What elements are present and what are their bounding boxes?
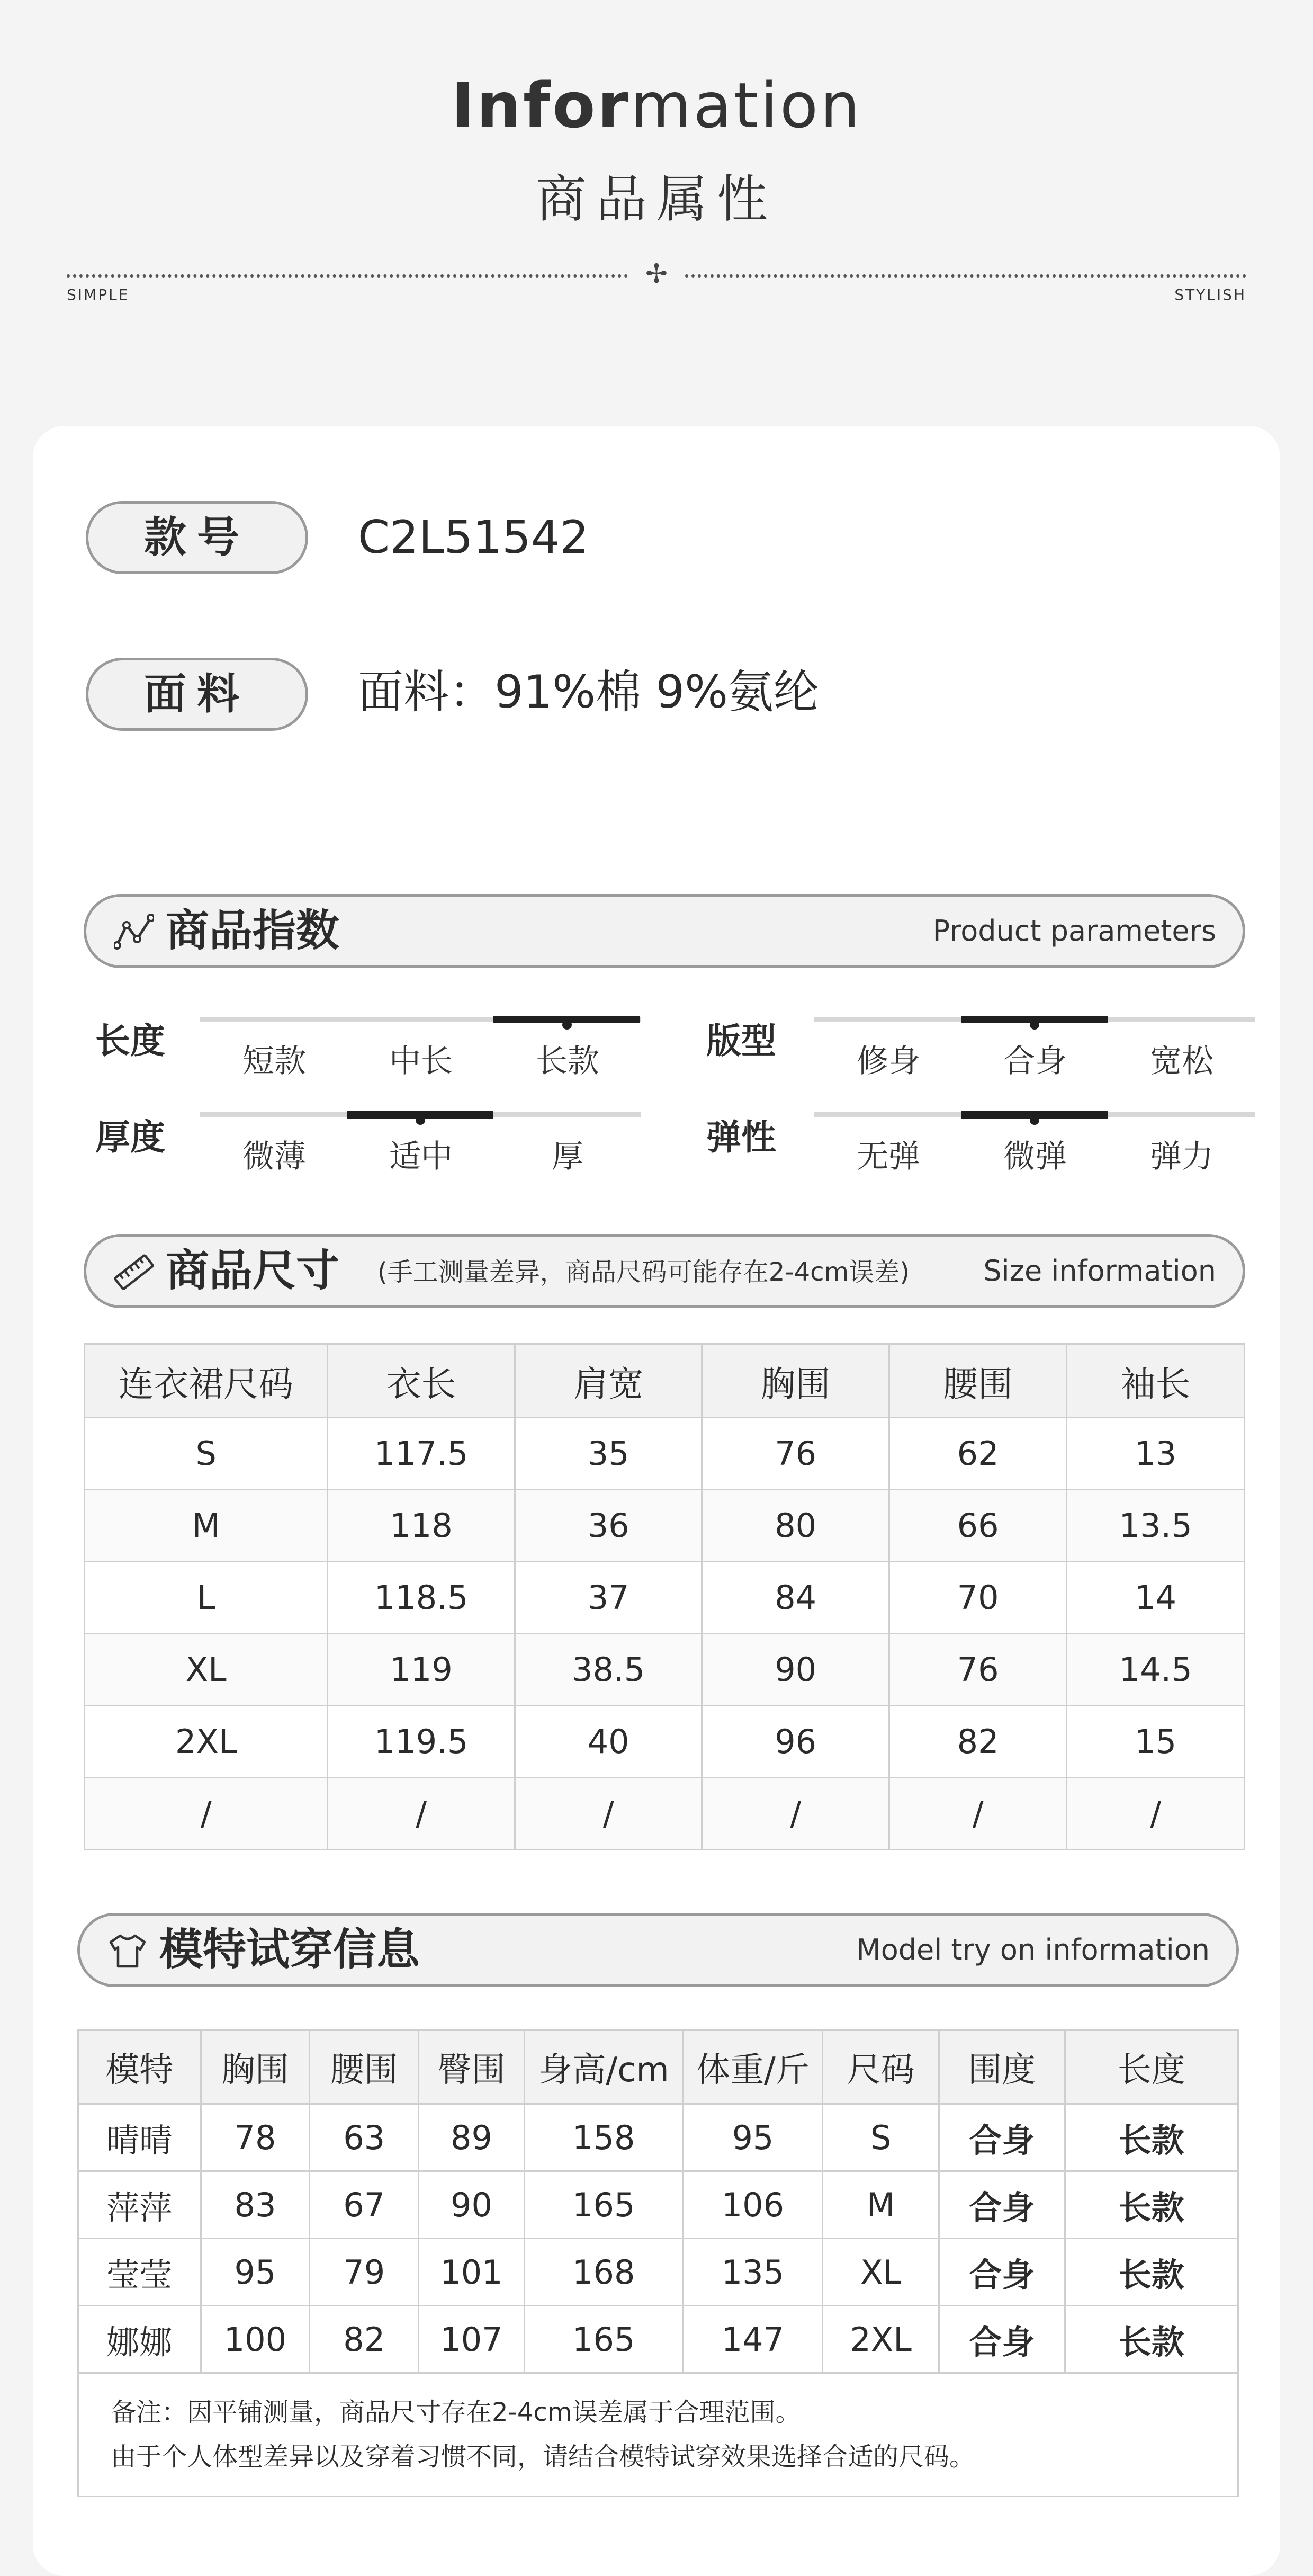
model-cell: 90: [419, 2171, 525, 2239]
header-divider-left: [67, 274, 628, 278]
size-cell: 119: [328, 1634, 515, 1706]
size-cell: 96: [702, 1706, 889, 1778]
size-table: [84, 1343, 1245, 1850]
model-cell: 79: [310, 2239, 419, 2306]
size-cell: /: [889, 1778, 1066, 1850]
model-cell: XL: [823, 2239, 939, 2306]
product-index-title: 商品指数: [166, 906, 340, 956]
model-column-header: 长度: [1065, 2031, 1238, 2104]
product-index-subtitle: Product parameters: [932, 914, 1216, 947]
size-cell: /: [85, 1778, 328, 1850]
ruler-icon: [114, 1254, 154, 1291]
model-column-header: 体重/斤: [683, 2031, 823, 2104]
size-column-header: 胸围: [702, 1344, 889, 1418]
size-cell: 13.5: [1067, 1490, 1245, 1562]
index-option: 无弹: [857, 1138, 920, 1175]
model-cell: 合身: [939, 2171, 1065, 2239]
model-cell: 95: [683, 2104, 823, 2171]
model-cell: 长款: [1065, 2239, 1238, 2306]
size-cell: 76: [889, 1634, 1066, 1706]
model-cell: 82: [310, 2306, 419, 2373]
trend-line-icon: [114, 914, 154, 951]
size-cell: 14.5: [1067, 1634, 1245, 1706]
fabric-value: 面料：91%棉 9%氨纶: [358, 666, 819, 719]
model-cell: 63: [310, 2104, 419, 2171]
model-table-header: [78, 2031, 1238, 2104]
index-track: [814, 1112, 1255, 1117]
size-column-header: 连衣裙尺码: [85, 1344, 328, 1418]
size-column-header: 袖长: [1067, 1344, 1245, 1418]
size-cell: 40: [515, 1706, 702, 1778]
model-cell: 67: [310, 2171, 419, 2239]
table-row: [78, 2104, 1238, 2171]
size-cell: 35: [515, 1418, 702, 1490]
index-track: [200, 1112, 641, 1117]
size-cell: 37: [515, 1562, 702, 1634]
model-cell: 158: [524, 2104, 683, 2171]
model-column-header: 围度: [939, 2031, 1065, 2104]
model-cell: 107: [419, 2306, 525, 2373]
size-cell: 76: [702, 1418, 889, 1490]
size-cell: 62: [889, 1418, 1066, 1490]
index-selected-dot: [1030, 1020, 1039, 1030]
model-column-header: 身高/cm: [524, 2031, 683, 2104]
model-column-header: 模特: [78, 2031, 201, 2104]
product-index-header: [84, 894, 1245, 968]
index-selected-dot: [416, 1115, 425, 1125]
index-option: 厚: [552, 1138, 583, 1175]
model-cell: 95: [201, 2239, 310, 2306]
model-cell: 147: [683, 2306, 823, 2373]
style-number-value: C2L51542: [358, 511, 589, 564]
page-subtitle: 商品属性: [536, 169, 777, 229]
diamond-ornament-icon: ✢: [645, 258, 668, 289]
size-cell: 70: [889, 1562, 1066, 1634]
tshirt-icon: [107, 1933, 148, 1970]
header-left-tag: SIMPLE: [67, 286, 130, 303]
model-cell: 晴晴: [78, 2104, 201, 2171]
size-cell: L: [85, 1562, 328, 1634]
index-track: [814, 1017, 1255, 1022]
fabric-label: 面料: [86, 658, 308, 731]
size-cell: 38.5: [515, 1634, 702, 1706]
model-cell: 89: [419, 2104, 525, 2171]
size-column-header: 衣长: [328, 1344, 515, 1418]
size-cell: 66: [889, 1490, 1066, 1562]
model-column-header: 胸围: [201, 2031, 310, 2104]
title-light-part: mation: [630, 69, 862, 142]
title-bold-part: Infor: [451, 69, 631, 142]
size-cell: 118.5: [328, 1562, 515, 1634]
table-row: [85, 1418, 1245, 1490]
table-row: [85, 1634, 1245, 1706]
size-cell: XL: [85, 1634, 328, 1706]
model-cell: 168: [524, 2239, 683, 2306]
model-cell: 长款: [1065, 2306, 1238, 2373]
size-cell: 2XL: [85, 1706, 328, 1778]
model-cell: 100: [201, 2306, 310, 2373]
model-cell: M: [823, 2171, 939, 2239]
index-label: 长度: [95, 1021, 165, 1061]
model-cell: 135: [683, 2239, 823, 2306]
model-column-header: 尺码: [823, 2031, 939, 2104]
model-cell: 83: [201, 2171, 310, 2239]
index-option: 长款: [536, 1043, 599, 1080]
model-cell: 2XL: [823, 2306, 939, 2373]
model-cell: 106: [683, 2171, 823, 2239]
size-cell: 36: [515, 1490, 702, 1562]
index-option: 弹力: [1150, 1138, 1213, 1175]
size-cell: M: [85, 1490, 328, 1562]
index-option: 合身: [1003, 1043, 1067, 1080]
style-number-label: 款号: [86, 501, 308, 574]
size-cell: 13: [1067, 1418, 1245, 1490]
model-table: [77, 2029, 1239, 2497]
model-cell: 合身: [939, 2239, 1065, 2306]
size-info-title: 商品尺寸: [166, 1246, 340, 1296]
index-selected-dot: [562, 1020, 572, 1030]
model-cell: 165: [524, 2306, 683, 2373]
size-cell: 118: [328, 1490, 515, 1562]
model-info-header: [77, 1913, 1239, 1987]
model-cell: 101: [419, 2239, 525, 2306]
index-option: 适中: [389, 1138, 453, 1175]
index-label: 弹性: [706, 1117, 776, 1158]
index-label: 厚度: [95, 1117, 165, 1158]
size-cell: 90: [702, 1634, 889, 1706]
model-cell: 78: [201, 2104, 310, 2171]
model-cell: 莹莹: [78, 2239, 201, 2306]
table-row: [78, 2239, 1238, 2306]
index-option: 宽松: [1150, 1043, 1213, 1080]
index-selected-dot: [1030, 1115, 1039, 1125]
size-cell: 14: [1067, 1562, 1245, 1634]
size-table-header: [85, 1344, 1245, 1418]
size-cell: 119.5: [328, 1706, 515, 1778]
remark-line: 由于个人体型差异以及穿着习惯不同，请结合模特试穿效果选择合适的尺码。: [111, 2442, 975, 2472]
remark-line: 备注：因平铺测量，商品尺寸存在2-4cm误差属于合理范围。: [111, 2398, 801, 2427]
model-cell: 长款: [1065, 2171, 1238, 2239]
model-column-header: 腰围: [310, 2031, 419, 2104]
model-column-header: 臀围: [419, 2031, 525, 2104]
size-cell: /: [515, 1778, 702, 1850]
size-cell: 82: [889, 1706, 1066, 1778]
model-cell: 合身: [939, 2104, 1065, 2171]
index-option: 修身: [857, 1043, 920, 1080]
model-info-subtitle: Model try on information: [856, 1933, 1210, 1966]
index-label: 版型: [706, 1021, 776, 1061]
header-right-tag: STYLISH: [1174, 286, 1246, 303]
model-info-title: 模特试穿信息: [159, 1925, 420, 1975]
size-info-note: (手工测量差异，商品尺码可能存在2-4cm误差): [377, 1257, 910, 1287]
table-row: [85, 1562, 1245, 1634]
size-info-subtitle: Size information: [983, 1254, 1216, 1287]
model-cell: 萍萍: [78, 2171, 201, 2239]
index-option: 短款: [242, 1043, 306, 1080]
model-cell: 165: [524, 2171, 683, 2239]
table-row: [78, 2171, 1238, 2239]
model-cell: S: [823, 2104, 939, 2171]
size-cell: S: [85, 1418, 328, 1490]
size-cell: /: [328, 1778, 515, 1850]
size-cell: /: [702, 1778, 889, 1850]
size-column-header: 腰围: [889, 1344, 1066, 1418]
size-cell: 117.5: [328, 1418, 515, 1490]
index-option: 微薄: [242, 1138, 306, 1175]
size-cell: /: [1067, 1778, 1245, 1850]
table-row: [85, 1778, 1245, 1850]
remark-cell: [78, 2373, 1238, 2497]
header-divider-right: [685, 274, 1246, 278]
index-track: [200, 1017, 641, 1022]
size-cell: 80: [702, 1490, 889, 1562]
table-row: [85, 1490, 1245, 1562]
size-column-header: 肩宽: [515, 1344, 702, 1418]
index-option: 微弹: [1003, 1138, 1067, 1175]
size-cell: 84: [702, 1562, 889, 1634]
index-option: 中长: [389, 1043, 453, 1080]
page-title: [0, 69, 1313, 142]
model-cell: 娜娜: [78, 2306, 201, 2373]
table-row: [78, 2306, 1238, 2373]
model-cell: 合身: [939, 2306, 1065, 2373]
remark-row: [78, 2373, 1238, 2497]
size-cell: 15: [1067, 1706, 1245, 1778]
size-info-header: [84, 1234, 1245, 1308]
model-cell: 长款: [1065, 2104, 1238, 2171]
table-row: [85, 1706, 1245, 1778]
